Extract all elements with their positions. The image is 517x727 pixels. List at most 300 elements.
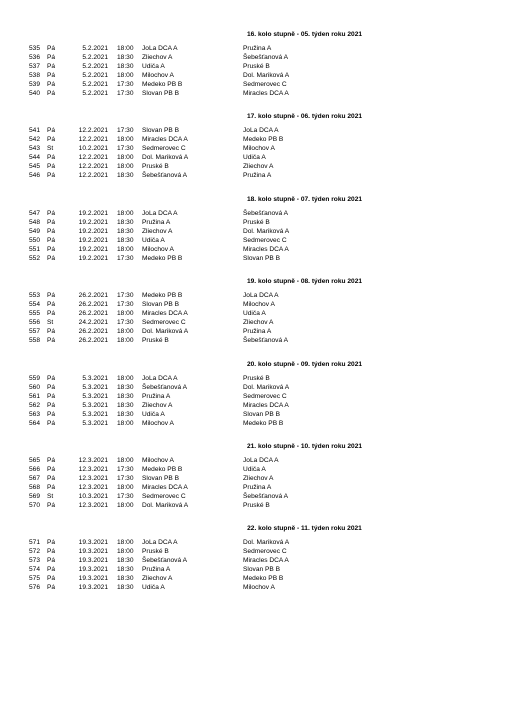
match-time: 17:30: [117, 466, 134, 473]
match-row: [0, 245, 517, 254]
match-number: 538: [28, 72, 40, 79]
away-team: Milochov A: [243, 584, 275, 591]
match-date: 5.2.2021: [82, 63, 108, 70]
match-time: 18:30: [117, 228, 134, 235]
match-day: Pá: [47, 154, 56, 161]
match-time: 18:30: [117, 54, 134, 61]
match-time: 18:00: [117, 45, 134, 52]
match-time: 17:30: [117, 255, 134, 262]
match-day: Pá: [47, 411, 56, 418]
away-team: Dol. Mariková A: [243, 539, 290, 546]
match-time: 17:30: [117, 319, 134, 326]
match-number: 548: [28, 219, 40, 226]
away-team: Sedmerovec C: [243, 548, 287, 555]
home-team: Miracles DCA A: [142, 484, 188, 491]
match-row: [0, 62, 517, 71]
away-team: Zliechov A: [243, 319, 274, 326]
match-row: [0, 538, 517, 547]
match-row: [0, 309, 517, 318]
match-day: Pá: [47, 228, 56, 235]
match-date: 5.2.2021: [82, 45, 108, 52]
match-day: Pá: [47, 45, 56, 52]
match-number: 557: [28, 328, 40, 335]
match-date: 12.2.2021: [78, 163, 108, 170]
home-team: Miracles DCA A: [142, 136, 188, 143]
home-team: Milochov A: [142, 246, 174, 253]
home-team: Zliechov A: [142, 402, 173, 409]
match-time: 18:00: [117, 246, 134, 253]
match-number: 573: [28, 557, 40, 564]
home-team: Pružina A: [142, 393, 171, 400]
home-team: Miracles DCA A: [142, 310, 188, 317]
match-day: Pá: [47, 81, 56, 88]
match-date: 19.2.2021: [78, 237, 108, 244]
match-time: 18:30: [117, 566, 134, 573]
match-day: Pá: [47, 72, 56, 79]
home-team: Slovan PB B: [142, 301, 180, 308]
match-row: [0, 465, 517, 474]
match-number: 554: [28, 301, 40, 308]
match-number: 549: [28, 228, 40, 235]
match-date: 10.2.2021: [78, 145, 108, 152]
match-day: Pá: [47, 219, 56, 226]
match-date: 5.2.2021: [82, 54, 108, 61]
away-team: Pružina A: [243, 45, 272, 52]
match-number: 576: [28, 584, 40, 591]
match-day: Pá: [47, 255, 56, 262]
match-date: 5.2.2021: [82, 81, 108, 88]
match-row: [0, 456, 517, 465]
home-team: Sedmerovec C: [142, 493, 186, 500]
match-time: 18:00: [117, 502, 134, 509]
home-team: Šebešťanová A: [142, 172, 188, 179]
match-row: [0, 336, 517, 345]
match-date: 19.2.2021: [78, 219, 108, 226]
match-day: Pá: [47, 246, 56, 253]
match-time: 18:30: [117, 172, 134, 179]
away-team: Šebešťanová A: [243, 337, 289, 344]
round-title: 17. kolo stupně - 06. týden roku 2021: [246, 113, 363, 120]
away-team: Pružina A: [243, 172, 272, 179]
home-team: Pruské B: [142, 163, 169, 170]
match-number: 564: [28, 420, 40, 427]
match-row: [0, 574, 517, 583]
away-team: Udiča A: [243, 310, 266, 317]
match-day: Pá: [47, 337, 56, 344]
match-time: 18:00: [117, 154, 134, 161]
match-date: 26.2.2021: [78, 310, 108, 317]
match-time: 17:30: [117, 493, 134, 500]
match-date: 19.2.2021: [78, 255, 108, 262]
match-number: 571: [28, 539, 40, 546]
home-team: Udiča A: [142, 411, 165, 418]
match-date: 12.3.2021: [78, 502, 108, 509]
match-date: 19.3.2021: [78, 557, 108, 564]
match-number: 545: [28, 163, 40, 170]
match-day: Pá: [47, 466, 56, 473]
match-day: Pá: [47, 210, 56, 217]
match-time: 18:00: [117, 484, 134, 491]
match-day: Pá: [47, 328, 56, 335]
home-team: Sedmerovec C: [142, 145, 186, 152]
match-time: 17:30: [117, 90, 134, 97]
match-day: Pá: [47, 127, 56, 134]
match-number: 568: [28, 484, 40, 491]
match-row: [0, 135, 517, 144]
match-date: 12.3.2021: [78, 457, 108, 464]
match-date: 12.2.2021: [78, 136, 108, 143]
away-team: Miracles DCA A: [243, 246, 289, 253]
home-team: Zliechov A: [142, 575, 173, 582]
round-title: 16. kolo stupně - 05. týden roku 2021: [246, 31, 363, 38]
match-time: 18:00: [117, 328, 134, 335]
away-team: Zliechov A: [243, 163, 274, 170]
away-team: Udiča A: [243, 466, 266, 473]
away-team: Medeko PB B: [243, 420, 284, 427]
match-number: 543: [28, 145, 40, 152]
match-number: 536: [28, 54, 40, 61]
match-number: 565: [28, 457, 40, 464]
match-day: Pá: [47, 539, 56, 546]
match-time: 17:30: [117, 292, 134, 299]
match-day: Pá: [47, 384, 56, 391]
match-row: [0, 556, 517, 565]
match-time: 18:00: [117, 457, 134, 464]
match-row: [0, 153, 517, 162]
match-date: 24.2.2021: [78, 319, 108, 326]
home-team: Pruské B: [142, 337, 169, 344]
away-team: Slovan PB B: [243, 411, 281, 418]
match-time: 18:30: [117, 584, 134, 591]
home-team: Milochov A: [142, 457, 174, 464]
away-team: Šebešťanová A: [243, 54, 289, 61]
away-team: Slovan PB B: [243, 255, 281, 262]
match-number: 559: [28, 375, 40, 382]
match-number: 558: [28, 337, 40, 344]
round-title: 21. kolo stupně - 10. týden roku 2021: [246, 443, 363, 450]
match-row: [0, 218, 517, 227]
away-team: Pruské B: [243, 219, 270, 226]
match-row: [0, 401, 517, 410]
match-date: 5.3.2021: [82, 411, 108, 418]
round-title: 20. kolo stupně - 09. týden roku 2021: [246, 361, 363, 368]
match-number: 540: [28, 90, 40, 97]
home-team: Slovan PB B: [142, 475, 180, 482]
match-date: 5.2.2021: [82, 72, 108, 79]
match-day: Pá: [47, 548, 56, 555]
match-row: [0, 300, 517, 309]
match-date: 19.3.2021: [78, 566, 108, 573]
match-date: 5.3.2021: [82, 393, 108, 400]
match-row: [0, 89, 517, 98]
match-date: 19.3.2021: [78, 575, 108, 582]
match-time: 18:00: [117, 72, 134, 79]
match-date: 5.3.2021: [82, 375, 108, 382]
away-team: Udiča A: [243, 154, 266, 161]
match-date: 5.2.2021: [82, 90, 108, 97]
away-team: Dol. Mariková A: [243, 384, 290, 391]
match-time: 17:30: [117, 127, 134, 134]
home-team: Medeko PB B: [142, 255, 183, 262]
home-team: JoLa DCA A: [142, 539, 178, 546]
match-time: 18:00: [117, 210, 134, 217]
match-date: 12.3.2021: [78, 475, 108, 482]
away-team: Dol. Mariková A: [243, 228, 290, 235]
away-team: Zliechov A: [243, 475, 274, 482]
away-team: JoLa DCA A: [243, 292, 279, 299]
match-row: [0, 227, 517, 236]
match-date: 19.2.2021: [78, 210, 108, 217]
match-number: 550: [28, 237, 40, 244]
match-time: 18:00: [117, 136, 134, 143]
match-row: [0, 236, 517, 245]
match-time: 18:00: [117, 548, 134, 555]
match-time: 18:30: [117, 393, 134, 400]
home-team: Medeko PB B: [142, 81, 183, 88]
match-number: 544: [28, 154, 40, 161]
match-time: 18:30: [117, 237, 134, 244]
match-day: Pá: [47, 301, 56, 308]
away-team: Miracles DCA A: [243, 557, 289, 564]
home-team: Šebešťanová A: [142, 557, 188, 564]
match-day: Pá: [47, 63, 56, 70]
home-team: Slovan PB B: [142, 127, 180, 134]
match-date: 26.2.2021: [78, 337, 108, 344]
match-day: Pá: [47, 375, 56, 382]
home-team: Udiča A: [142, 237, 165, 244]
home-team: Sedmerovec C: [142, 319, 186, 326]
match-time: 18:30: [117, 557, 134, 564]
match-date: 5.3.2021: [82, 402, 108, 409]
match-row: [0, 410, 517, 419]
match-time: 18:30: [117, 411, 134, 418]
home-team: Zliechov A: [142, 54, 173, 61]
away-team: Sedmerovec C: [243, 81, 287, 88]
match-day: Pá: [47, 310, 56, 317]
away-team: Slovan PB B: [243, 566, 281, 573]
match-row: [0, 80, 517, 89]
match-row: [0, 254, 517, 263]
match-date: 12.3.2021: [78, 484, 108, 491]
match-day: Pá: [47, 557, 56, 564]
match-row: [0, 162, 517, 171]
match-row: [0, 583, 517, 592]
match-row: [0, 483, 517, 492]
match-number: 542: [28, 136, 40, 143]
match-day: Pá: [47, 90, 56, 97]
match-date: 5.3.2021: [82, 384, 108, 391]
match-day: Pá: [47, 402, 56, 409]
match-number: 574: [28, 566, 40, 573]
home-team: Medeko PB B: [142, 466, 183, 473]
match-row: [0, 501, 517, 510]
match-day: Pá: [47, 136, 56, 143]
match-time: 18:30: [117, 575, 134, 582]
match-number: 555: [28, 310, 40, 317]
home-team: Medeko PB B: [142, 292, 183, 299]
away-team: Sedmerovec C: [243, 393, 287, 400]
match-date: 19.2.2021: [78, 228, 108, 235]
away-team: Šebešťanová A: [243, 210, 289, 217]
away-team: Medeko PB B: [243, 136, 284, 143]
match-row: [0, 71, 517, 80]
match-number: 567: [28, 475, 40, 482]
match-number: 541: [28, 127, 40, 134]
match-row: [0, 392, 517, 401]
match-date: 12.2.2021: [78, 172, 108, 179]
match-date: 10.3.2021: [78, 493, 108, 500]
match-number: 560: [28, 384, 40, 391]
home-team: Dol. Mariková A: [142, 328, 189, 335]
match-day: Pá: [47, 566, 56, 573]
match-number: 562: [28, 402, 40, 409]
match-number: 566: [28, 466, 40, 473]
match-time: 17:30: [117, 475, 134, 482]
match-day: St: [47, 493, 54, 500]
match-number: 537: [28, 63, 40, 70]
match-date: 5.3.2021: [82, 420, 108, 427]
match-number: 539: [28, 81, 40, 88]
away-team: JoLa DCA A: [243, 457, 279, 464]
match-row: [0, 492, 517, 501]
away-team: Pružina A: [243, 328, 272, 335]
away-team: Pružina A: [243, 484, 272, 491]
match-time: 18:00: [117, 375, 134, 382]
match-day: Pá: [47, 163, 56, 170]
match-day: Pá: [47, 457, 56, 464]
match-time: 18:30: [117, 63, 134, 70]
match-date: 26.2.2021: [78, 292, 108, 299]
match-time: 18:00: [117, 337, 134, 344]
match-day: St: [47, 145, 54, 152]
match-date: 12.3.2021: [78, 466, 108, 473]
match-time: 18:00: [117, 539, 134, 546]
away-team: Pruské B: [243, 63, 270, 70]
match-number: 552: [28, 255, 40, 262]
match-row: [0, 327, 517, 336]
match-number: 546: [28, 172, 40, 179]
match-row: [0, 44, 517, 53]
match-date: 19.3.2021: [78, 548, 108, 555]
match-number: 572: [28, 548, 40, 555]
match-day: Pá: [47, 54, 56, 61]
round-title: 18. kolo stupně - 07. týden roku 2021: [246, 196, 363, 203]
match-number: 570: [28, 502, 40, 509]
away-team: Miracles DCA A: [243, 90, 289, 97]
match-row: [0, 419, 517, 428]
match-time: 17:30: [117, 81, 134, 88]
match-number: 553: [28, 292, 40, 299]
match-number: 535: [28, 45, 40, 52]
round-title: 22. kolo stupně - 11. týden roku 2021: [247, 525, 362, 532]
match-day: Pá: [47, 575, 56, 582]
match-number: 561: [28, 393, 40, 400]
home-team: JoLa DCA A: [142, 210, 178, 217]
match-row: [0, 374, 517, 383]
home-team: JoLa DCA A: [142, 375, 178, 382]
home-team: Dol. Mariková A: [142, 502, 189, 509]
home-team: Pruské B: [142, 548, 169, 555]
match-row: [0, 291, 517, 300]
match-day: Pá: [47, 420, 56, 427]
match-row: [0, 53, 517, 62]
home-team: Slovan PB B: [142, 90, 180, 97]
match-date: 19.3.2021: [78, 539, 108, 546]
away-team: Milochov A: [243, 145, 275, 152]
match-time: 18:30: [117, 219, 134, 226]
home-team: Dol. Mariková A: [142, 154, 189, 161]
match-date: 26.2.2021: [78, 328, 108, 335]
match-number: 569: [28, 493, 40, 500]
match-number: 547: [28, 210, 40, 217]
away-team: Milochov A: [243, 301, 275, 308]
away-team: JoLa DCA A: [243, 127, 279, 134]
match-day: Pá: [47, 172, 56, 179]
away-team: Medeko PB B: [243, 575, 284, 582]
match-day: Pá: [47, 584, 56, 591]
match-time: 18:00: [117, 310, 134, 317]
match-time: 18:30: [117, 384, 134, 391]
round-title: 19. kolo stupně - 08. týden roku 2021: [246, 278, 363, 285]
home-team: Pružina A: [142, 566, 171, 573]
match-number: 556: [28, 319, 40, 326]
away-team: Sedmerovec C: [243, 237, 287, 244]
away-team: Šebešťanová A: [243, 493, 289, 500]
match-date: 19.2.2021: [78, 246, 108, 253]
match-time: 17:30: [117, 301, 134, 308]
away-team: Miracles DCA A: [243, 402, 289, 409]
match-number: 563: [28, 411, 40, 418]
match-row: [0, 126, 517, 135]
match-date: 12.2.2021: [78, 127, 108, 134]
match-time: 18:00: [117, 420, 134, 427]
away-team: Dol. Mariková A: [243, 72, 290, 79]
home-team: Milochov A: [142, 72, 174, 79]
match-day: Pá: [47, 237, 56, 244]
match-day: Pá: [47, 484, 56, 491]
match-day: Pá: [47, 292, 56, 299]
match-row: [0, 171, 517, 180]
away-team: Pruské B: [243, 375, 270, 382]
match-day: Pá: [47, 393, 56, 400]
match-row: [0, 474, 517, 483]
home-team: Udiča A: [142, 584, 165, 591]
home-team: Pružina A: [142, 219, 171, 226]
match-time: 18:30: [117, 402, 134, 409]
match-number: 575: [28, 575, 40, 582]
match-row: [0, 565, 517, 574]
match-row: [0, 209, 517, 218]
home-team: JoLa DCA A: [142, 45, 178, 52]
home-team: Zliechov A: [142, 228, 173, 235]
match-row: [0, 547, 517, 556]
home-team: Udiča A: [142, 63, 165, 70]
match-row: [0, 318, 517, 327]
match-time: 18:00: [117, 163, 134, 170]
home-team: Šebešťanová A: [142, 384, 188, 391]
match-date: 12.2.2021: [78, 154, 108, 161]
match-row: [0, 383, 517, 392]
away-team: Pruské B: [243, 502, 270, 509]
match-day: Pá: [47, 502, 56, 509]
match-time: 17:30: [117, 145, 134, 152]
match-day: Pá: [47, 475, 56, 482]
match-number: 551: [28, 246, 40, 253]
match-row: [0, 144, 517, 153]
match-day: St: [47, 319, 54, 326]
match-date: 26.2.2021: [78, 301, 108, 308]
home-team: Milochov A: [142, 420, 174, 427]
